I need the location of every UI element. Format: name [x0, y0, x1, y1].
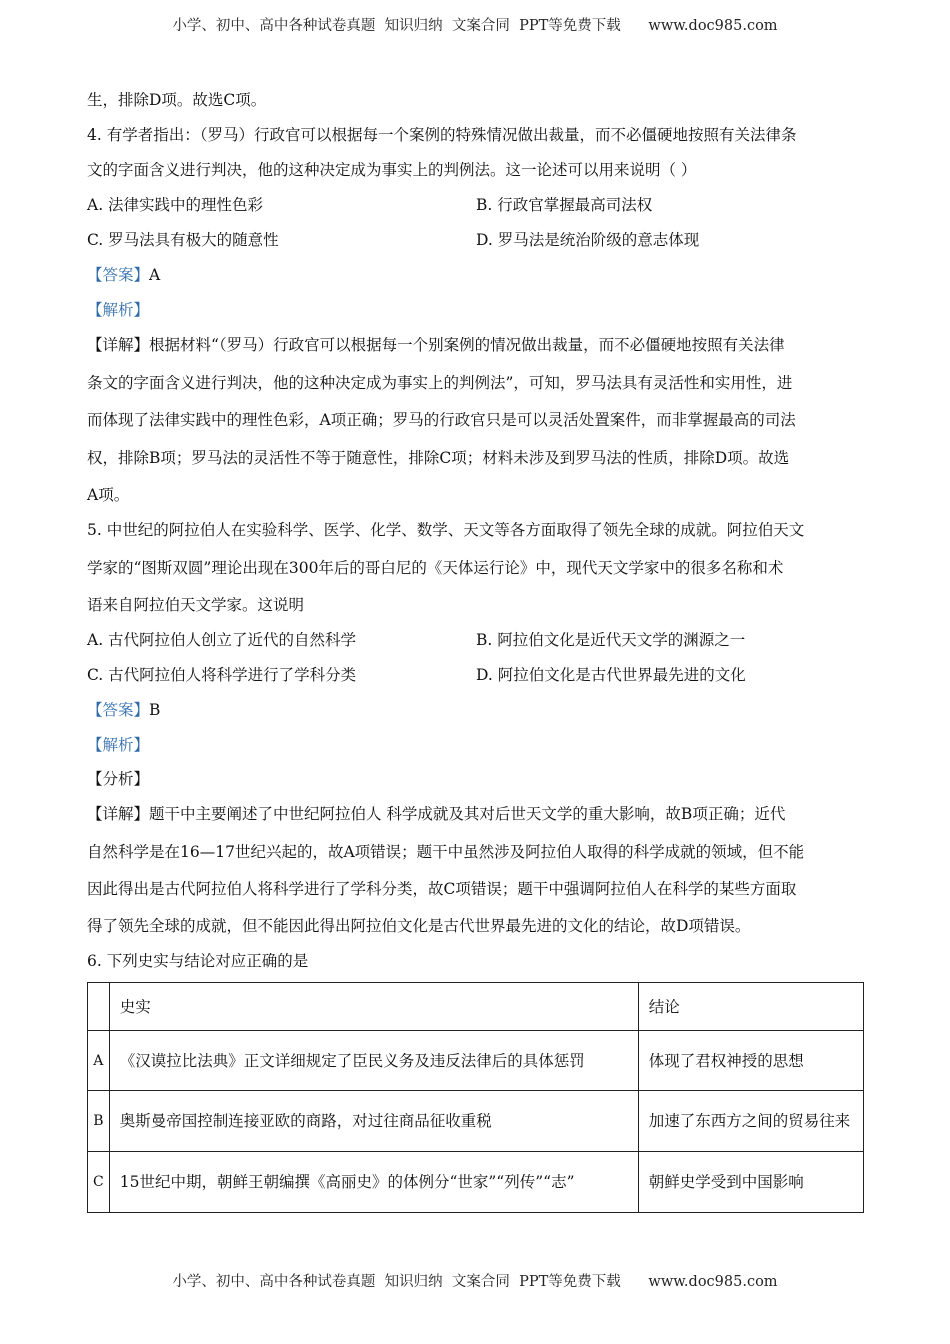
row-conclusion: 体现了君权神授的思想: [638, 1031, 863, 1091]
q5-detail-line-3: 因此得出是古代阿拉伯人将科学进行了学科分类，故C项错误；题干中强调阿拉伯人在科学的某些方面取: [87, 880, 797, 898]
row-label: B: [88, 1091, 110, 1152]
q4-analysis-label: 【解析】: [87, 301, 150, 319]
q5-detail-line-1: 【详解】题干中主要阐述了中世纪阿拉伯人 科学成就及其对后世天文学的重大影响，故B项正确；近代: [87, 805, 786, 823]
q5-option-a: A. 古代阿拉伯人创立了近代的自然科学: [87, 631, 357, 649]
table-header-empty: [88, 983, 110, 1031]
table-header-conclusion: 结论: [638, 983, 863, 1031]
q4-detail-line-3: 而体现了法律实践中的理性色彩，A项正确；罗马的行政官只是可以灵活处置案件，而非掌握最高的司法: [87, 411, 796, 429]
row-fact: 《汉谟拉比法典》正文详细规定了臣民义务及违反法律后的具体惩罚: [109, 1031, 638, 1091]
table-row: [88, 1091, 864, 1152]
page-footer: 小学、初中、高中各种试卷真题 知识归纳 文案合同 PPT等免费下载 www.doc985.com: [172, 1274, 778, 1290]
q4-option-a: A. 法律实践中的理性色彩: [87, 196, 264, 214]
row-label: A: [88, 1031, 110, 1091]
q5-detail-line-4: 得了领先全球的成就，但不能因此得出阿拉伯文化是古代世界最先进的文化的结论，故D项错误。: [87, 917, 751, 935]
q5-option-b: B. 阿拉伯文化是近代天文学的渊源之一: [476, 631, 746, 649]
q4-answer-value: A: [149, 266, 161, 284]
q5-fenxi-label: 【分析】: [87, 770, 150, 788]
q6-stem: 6. 下列史实与结论对应正确的是: [87, 952, 309, 970]
q6-table: [87, 982, 864, 1213]
q5-option-d: D. 阿拉伯文化是古代世界最先进的文化: [476, 666, 746, 684]
q5-stem-line-2: 学家的“图斯双圆”理论出现在300年后的哥白尼的《天体运行论》中，现代天文学家中的很多名称和术: [87, 559, 784, 577]
table-row: [88, 1152, 864, 1213]
q5-option-c: C. 古代阿拉伯人将科学进行了学科分类: [87, 666, 357, 684]
carryover-line: 生，排除D项。故选C项。: [87, 91, 267, 109]
q5-stem-line-1: 5. 中世纪的阿拉伯人在实验科学、医学、化学、数学、天文等各方面取得了领先全球的成就。阿拉伯天文: [87, 521, 805, 539]
row-fact: 奥斯曼帝国控制连接亚欧的商路，对过往商品征收重税: [109, 1091, 638, 1152]
q4-option-c: C. 罗马法具有极大的随意性: [87, 231, 279, 249]
q5-detail-line-2: 自然科学是在16—17世纪兴起的，故A项错误；题干中虽然涉及阿拉伯人取得的科学成就的领域，但不能: [87, 843, 805, 861]
table-header-fact: 史实: [109, 983, 638, 1031]
q5-answer: [87, 699, 160, 721]
q4-stem-line-2: 文的字面含义进行判决，他的这种决定成为事实上的判例法。这一论述可以用来说明（ ）: [87, 161, 697, 179]
q4-detail-line-2: 条文的字面含义进行判决，他的这种决定成为事实上的判例法”，可知，罗马法具有灵活性和实用性，进: [87, 374, 793, 392]
q5-analysis-label: 【解析】: [87, 736, 150, 754]
q4-option-d: D. 罗马法是统治阶级的意志体现: [476, 231, 700, 249]
row-conclusion: 加速了东西方之间的贸易往来: [638, 1091, 863, 1152]
q4-detail-line-1: 【详解】根据材料“（罗马）行政官可以根据每一个别案例的情况做出裁量，而不必僵硬地按照有关法律: [87, 336, 785, 354]
table-row: [88, 1031, 864, 1091]
row-conclusion: 朝鲜史学受到中国影响: [638, 1152, 863, 1213]
q4-stem-line-1: 4. 有学者指出：（罗马）行政官可以根据每一个案例的特殊情况做出裁量，而不必僵硬地按照有关法律条: [87, 126, 797, 144]
table-header-row: [88, 983, 864, 1031]
page-header: 小学、初中、高中各种试卷真题 知识归纳 文案合同 PPT等免费下载 www.doc985.com: [172, 18, 778, 34]
row-fact: 15世纪中期，朝鲜王朝编撰《高丽史》的体例分“世家”“列传”“志”: [109, 1152, 638, 1213]
q4-detail-line-5: A项。: [87, 486, 130, 504]
q5-answer-value: B: [149, 701, 161, 719]
q5-answer-label: 【答案】: [87, 701, 150, 719]
q4-detail-line-4: 权，排除B项；罗马法的灵活性不等于随意性，排除C项；材料未涉及到罗马法的性质，排除D项。故选: [87, 449, 790, 467]
q4-answer: [87, 264, 160, 286]
q5-stem-line-3: 语来自阿拉伯天文学家。这说明: [87, 596, 305, 614]
row-label: C: [88, 1152, 110, 1213]
q4-option-b: B. 行政官掌握最高司法权: [476, 196, 653, 214]
q4-answer-label: 【答案】: [87, 266, 150, 284]
